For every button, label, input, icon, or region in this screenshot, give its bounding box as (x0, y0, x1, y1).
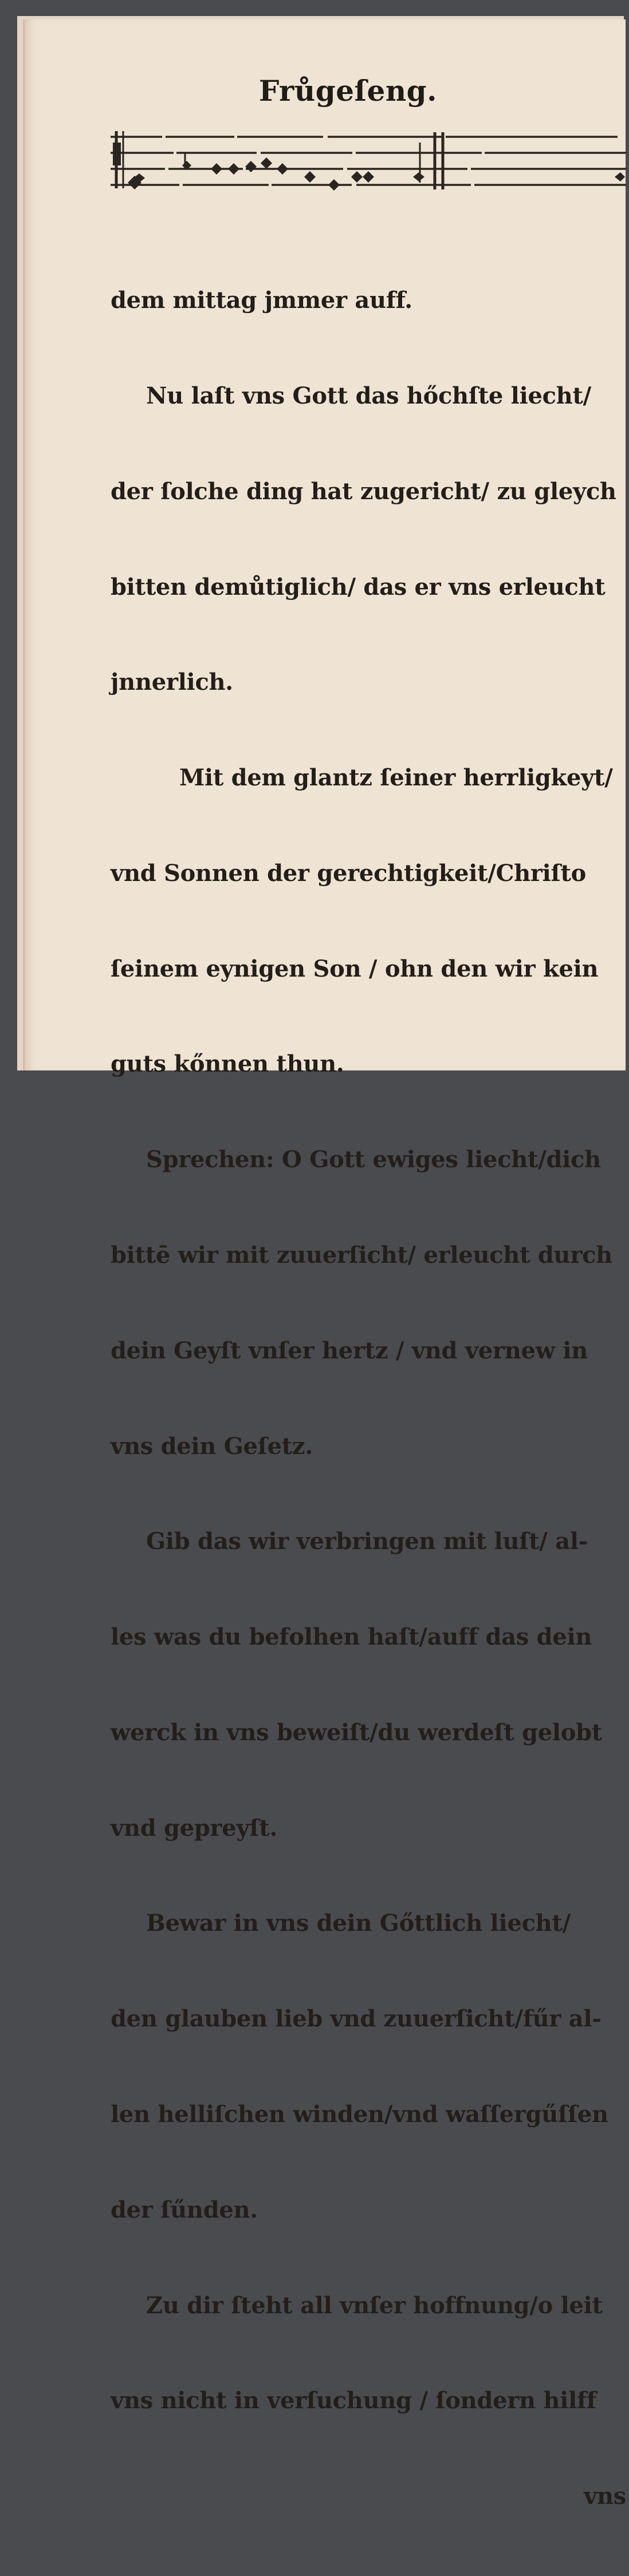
text-line: der ſolche ding hat zugericht/ zu gleych (111, 477, 616, 505)
text-line: jnnerlich. (111, 669, 233, 696)
text-line: bitten demůtiglich/ das er vns erleucht (111, 573, 606, 600)
text-line: dem mittag jmmer auff. (111, 287, 412, 314)
catchword: vns (584, 2483, 626, 2510)
text-line: les was du befolhen haſt/auff das dein (111, 1623, 592, 1651)
page-text (111, 221, 629, 2576)
text-line: ſeinem eynigen Son / ohn den wir kein (111, 955, 599, 982)
text-line: Zu dir ſteht all vnſer hoffnung/o leit (146, 2291, 603, 2319)
running-head: Frůgeſeng. (258, 74, 438, 108)
text-line: vnd gepreyſt. (111, 1814, 278, 1842)
text-line: guts kőnnen thun. (111, 1050, 344, 1078)
text-line: Nu laſt vns Gott das hőchſte liecht/ (146, 382, 591, 409)
music-staff (111, 125, 626, 206)
book-page (23, 19, 626, 2510)
text-line: werck in vns beweiſt/du werdeſt gelobt (111, 1718, 603, 1746)
text-line: vnd Sonnen der gerechtigkeit/Chriſto (111, 859, 587, 887)
text-line: dein Geyſt vnſer hertz / vnd vernew in (111, 1337, 588, 1364)
text-line: Sprechen: O Gott ewiges liecht/dich (146, 1146, 601, 1174)
text-line: Gib das wir verbringen mit luſt/ al- (146, 1528, 588, 1555)
text-line: bittē wir mit zuuerſicht/ erleucht durch (111, 1242, 612, 1269)
text-line: Bewar in vns dein Gőttlich liecht/ (146, 1910, 571, 1937)
text-line: vns dein Geſetz. (111, 1432, 313, 1460)
text-line: Mit dem glantz ſeiner herrligkeyt/ (179, 764, 613, 792)
text-line: len helliſchen winden/vnd waſſergűſſen (111, 2101, 608, 2128)
text-line: den glauben lieb vnd zuuerſicht/fűr al- (111, 2005, 602, 2033)
text-line: der ſűnden. (111, 2196, 258, 2223)
text-line: vns nicht in verſuchung / ſondern hilff (111, 2387, 596, 2415)
